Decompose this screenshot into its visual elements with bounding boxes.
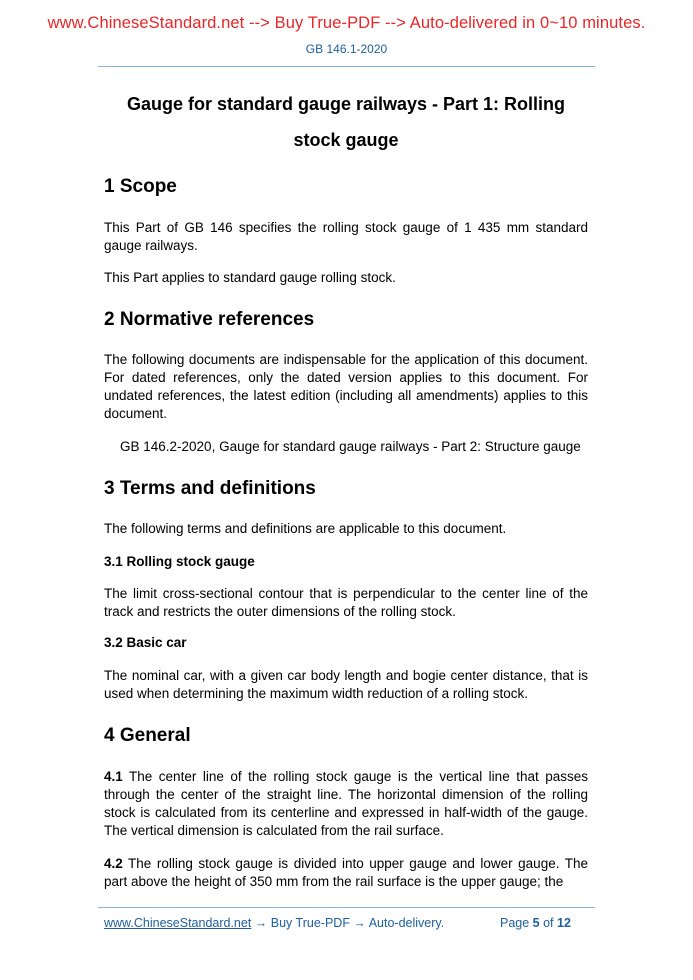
page-total: 12 [557,916,571,930]
footer-buy-text: Buy True-PDF [270,916,350,930]
arrow-icon: → [251,916,271,930]
normative-reference-item: GB 146.2-2020, Gauge for standard gauge railways - Part 2: Structure gauge [120,439,581,454]
arrow-icon: → [349,916,369,930]
document-title [104,86,588,158]
footer-delivery-text: Auto-delivery. [368,916,445,930]
heading-scope: 1 Scope [104,176,177,197]
scope-paragraph-1: This Part of GB 146 specifies the rolling stock gauge of 1 435 mm standard gauge railways. [104,220,588,253]
normative-paragraph: The following documents are indispensable for the application of this document. For dated references, only the dated version applies to this document. For undated references, the latest edition (including all amendments) applies to this document. [104,352,588,421]
heading-terms-definitions: 3 Terms and definitions [104,478,316,499]
page-number: 5 [532,916,540,930]
term-text-basic-car: The nominal car, with a given car body length and bogie center distance, that is used when determining the maximum width reduction of a rolling stock. [104,668,588,701]
term-heading-rolling-stock-gauge: 3.1 Rolling stock gauge [104,554,255,569]
clause-number: 4.1 [104,769,123,784]
banner-link[interactable]: www.ChineseStandard.net --> Buy True-PDF --> Auto-delivered in 0~10 minutes. [47,14,646,32]
footer-links [104,916,444,930]
term-heading-basic-car: 3.2 Basic car [104,635,187,650]
footer-site-link[interactable]: www.ChineseStandard.net [104,916,252,930]
of-label: of [539,916,557,930]
footer-divider [98,907,595,908]
clause-text: The rolling stock gauge is divided into upper gauge and lower gauge. The part above the height of 350 mm from the rail surface is the upper gauge; the [104,856,588,889]
heading-general: 4 General [104,725,191,746]
page-indicator [500,916,571,930]
header-divider [98,66,595,67]
term-text-rolling-stock-gauge: The limit cross-sectional contour that is perpendicular to the center line of the track and restricts the outer dimensions of the rolling stock. [104,586,588,619]
page-label: Page [500,916,533,930]
scope-paragraph-2: This Part applies to standard gauge rolling stock. [104,270,396,285]
clause-4-1 [104,768,588,840]
clause-number: 4.2 [104,856,123,871]
clause-text: The center line of the rolling stock gauge is the vertical line that passes through the center of the straight line. The horizontal dimension of the rolling stock is calculated from its centerline and expressed in half-width of the gauge. The vertical dimension is calculated from the rail surface. [104,769,588,838]
standard-code: GB 146.1-2020 [305,42,388,56]
title-line-1: Gauge for standard gauge railways - Part 1: Rolling [126,94,566,114]
clause-4-2 [104,855,588,891]
terms-intro: The following terms and definitions are applicable to this document. [104,521,507,536]
title-line-2: stock gauge [293,130,399,150]
heading-normative-references: 2 Normative references [104,309,315,330]
